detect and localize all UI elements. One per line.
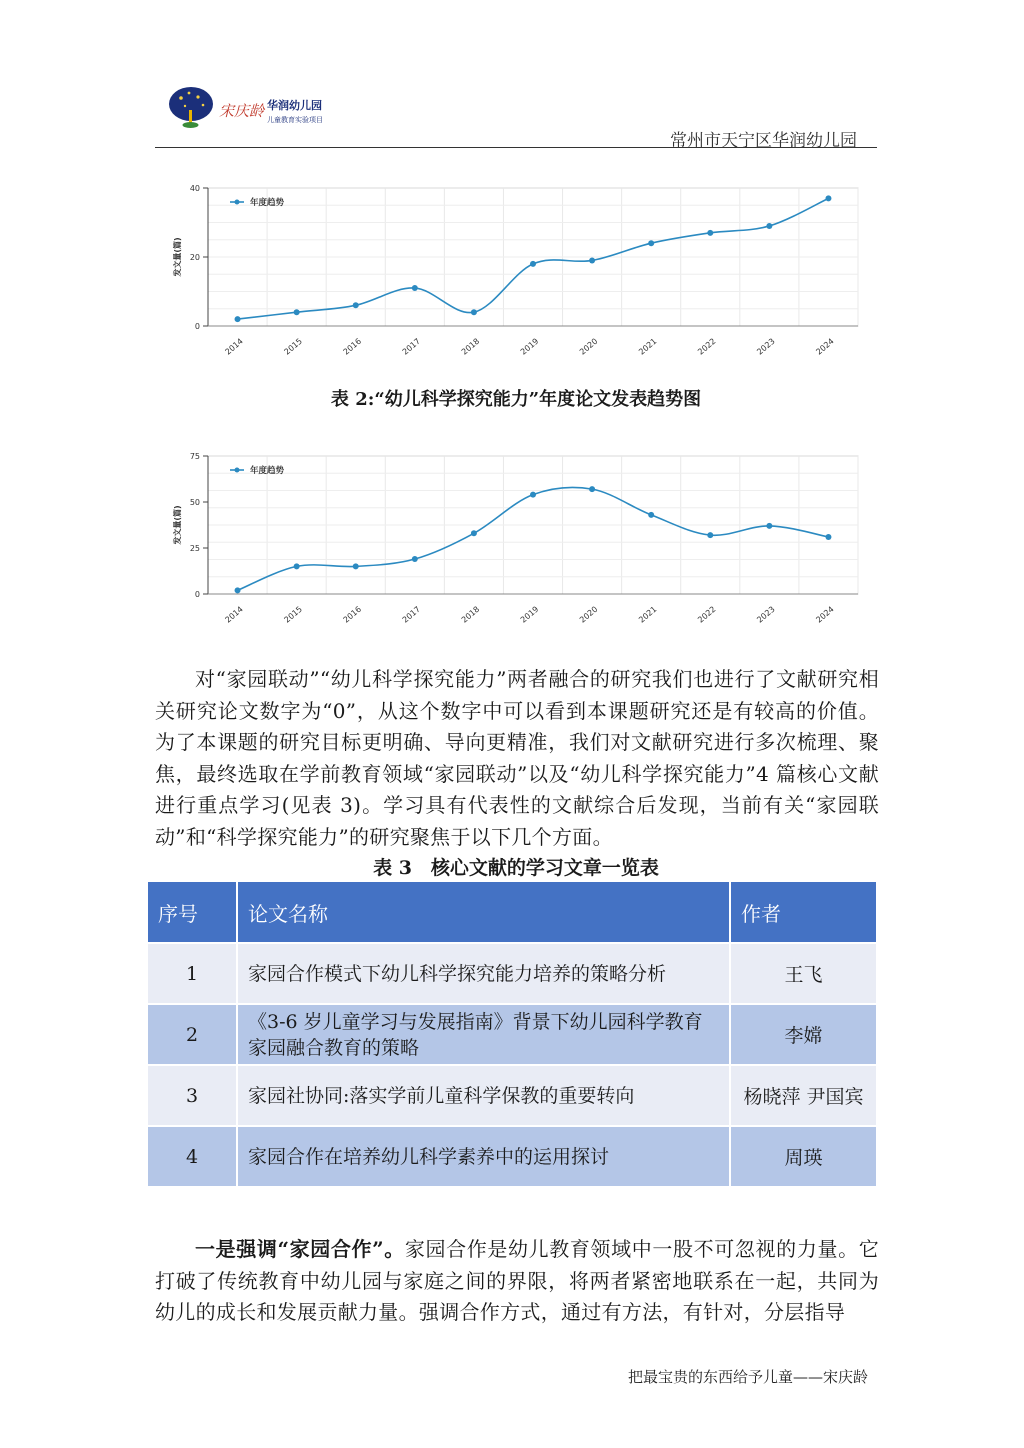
- row-title: 家园合作在培养幼儿科学素养中的运用探讨: [237, 1126, 730, 1187]
- col-header-num: 序号: [147, 881, 237, 943]
- legend-marker: [235, 200, 240, 205]
- y-tick-label: 75: [189, 452, 200, 461]
- data-point: [766, 523, 772, 529]
- x-tick-label: 2021: [637, 336, 659, 357]
- x-tick-label: 2021: [637, 604, 659, 625]
- data-point: [235, 587, 241, 593]
- data-point: [766, 223, 772, 229]
- col-header-author: 作者: [730, 881, 877, 943]
- x-tick-label: 2018: [459, 604, 482, 625]
- row-num: 4: [147, 1126, 237, 1187]
- row-title: 《3-6 岁儿童学习与发展指南》背景下幼儿园科学教育家园融合教育的策略: [237, 1004, 730, 1065]
- y-tick-label: 40: [189, 184, 200, 193]
- logo-name-text: 华润幼儿园: [267, 99, 322, 112]
- data-point: [648, 512, 654, 518]
- data-point: [648, 240, 654, 246]
- legend-label: 年度趋势: [250, 198, 285, 208]
- data-point: [412, 556, 418, 562]
- page-header: [155, 82, 877, 151]
- logo-brand-text: 宋庆龄: [219, 102, 265, 120]
- x-tick-label: 2019: [518, 336, 541, 357]
- x-tick-label: 2017: [400, 604, 423, 625]
- x-tick-label: 2022: [696, 336, 718, 357]
- data-point: [412, 285, 418, 291]
- data-point: [353, 563, 359, 569]
- row-num: 1: [147, 943, 237, 1004]
- row-title: 家园社协同:落实学前儿童科学保教的重要转向: [237, 1065, 730, 1126]
- y-tick-label: 50: [189, 498, 200, 507]
- trend-chart-2-svg: [160, 446, 880, 646]
- row-author: 杨晓萍 尹国宾: [730, 1065, 877, 1126]
- table-header-row: [147, 881, 877, 943]
- literature-table: [146, 880, 878, 1188]
- y-tick-label: 20: [189, 253, 200, 262]
- chart-caption: 表 2:“幼儿科学探究能力”年度论文发表趋势图: [330, 389, 702, 410]
- data-point: [235, 316, 241, 322]
- legend-label: 年度趋势: [250, 466, 285, 476]
- kindergarten-logo: [167, 84, 367, 132]
- data-point: [825, 195, 831, 201]
- trend-chart-1-svg: [160, 178, 880, 378]
- data-point: [589, 257, 595, 263]
- x-tick-label: 2023: [755, 336, 777, 357]
- data-point: [471, 530, 477, 536]
- data-point: [825, 534, 831, 540]
- x-tick-label: 2014: [223, 604, 245, 625]
- x-tick-label: 2019: [518, 604, 541, 625]
- x-tick-label: 2015: [282, 336, 304, 357]
- row-num: 2: [147, 1004, 237, 1065]
- table-row: [147, 1065, 877, 1126]
- y-tick-label: 0: [194, 590, 200, 599]
- paragraph-lead: 一是强调“家园合作”。: [195, 1237, 405, 1261]
- y-tick-label: 25: [189, 544, 200, 553]
- table-row: [147, 1004, 877, 1065]
- row-author: 周瑛: [730, 1126, 877, 1187]
- header-divider: [155, 147, 877, 148]
- x-tick-label: 2020: [577, 336, 600, 357]
- data-point: [589, 486, 595, 492]
- x-tick-label: 2015: [282, 604, 304, 625]
- table-row: [147, 1126, 877, 1187]
- y-axis-label: 发文量(篇): [173, 505, 182, 545]
- x-tick-label: 2024: [814, 604, 836, 625]
- y-axis-label: 发文量(篇): [173, 237, 182, 277]
- body-paragraph-1: 对“家园联动”“幼儿科学探究能力”两者融合的研究我们也进行了文献研究相关研究论文数字为“0”，从这个数字中可以看到本课题研究还是有较高的价值。为了本课题的研究目标更明确、导向更精准，我们对文献研究进行多次梳理、聚焦，最终选取在学前教育领域“家园联动”以及“幼儿科学探究能力”4 篇核心文献进行重点学习(见表 3)。学习具有代表性的文献综合后发现，当前有关“家园联动”和“科学探究能力”的研究聚焦于以下几个方面。: [155, 667, 879, 849]
- table-caption: 表 3 核心文献的学习文章一览表: [373, 857, 659, 879]
- x-tick-label: 2017: [400, 336, 423, 357]
- x-tick-label: 2022: [696, 604, 718, 625]
- x-tick-label: 2014: [223, 336, 245, 357]
- row-num: 3: [147, 1065, 237, 1126]
- body-paragraph-2: [155, 1234, 879, 1329]
- row-author: 王飞: [730, 943, 877, 1004]
- table-row: [147, 943, 877, 1004]
- data-point: [294, 309, 300, 315]
- trend-chart-2: [160, 446, 880, 646]
- data-point: [707, 532, 713, 538]
- x-tick-label: 2024: [814, 336, 836, 357]
- data-point: [353, 302, 359, 308]
- x-tick-label: 2023: [755, 604, 777, 625]
- data-point: [530, 492, 536, 498]
- x-tick-label: 2018: [459, 336, 482, 357]
- row-title: 家园合作模式下幼儿科学探究能力培养的策略分析: [237, 943, 730, 1004]
- org-name: 常州市天宁区华润幼儿园: [670, 131, 857, 151]
- legend-marker: [235, 468, 240, 473]
- logo-sub-text: 儿童教育实验项目: [267, 116, 323, 124]
- trend-chart-1: [160, 178, 880, 378]
- y-tick-label: 0: [194, 322, 200, 331]
- col-header-title: 论文名称: [237, 881, 730, 943]
- data-point: [471, 309, 477, 315]
- x-tick-label: 2016: [341, 604, 364, 625]
- data-point: [294, 563, 300, 569]
- footer-quote: 把最宝贵的东西给予儿童——宋庆龄: [627, 1368, 868, 1386]
- x-tick-label: 2016: [341, 336, 364, 357]
- data-point: [707, 230, 713, 236]
- x-tick-label: 2020: [577, 604, 600, 625]
- row-author: 李嫦: [730, 1004, 877, 1065]
- data-point: [530, 261, 536, 267]
- paragraph-text: 家园合作是幼儿教育领域中一股不可忽视的力量。它打破了传统教育中幼儿园与家庭之间的界限，将两者紧密地联系在一起，共同为幼儿的成长和发展贡献力量。强调合作方式，通过有方法，有针对，分层指导: [155, 1237, 879, 1324]
